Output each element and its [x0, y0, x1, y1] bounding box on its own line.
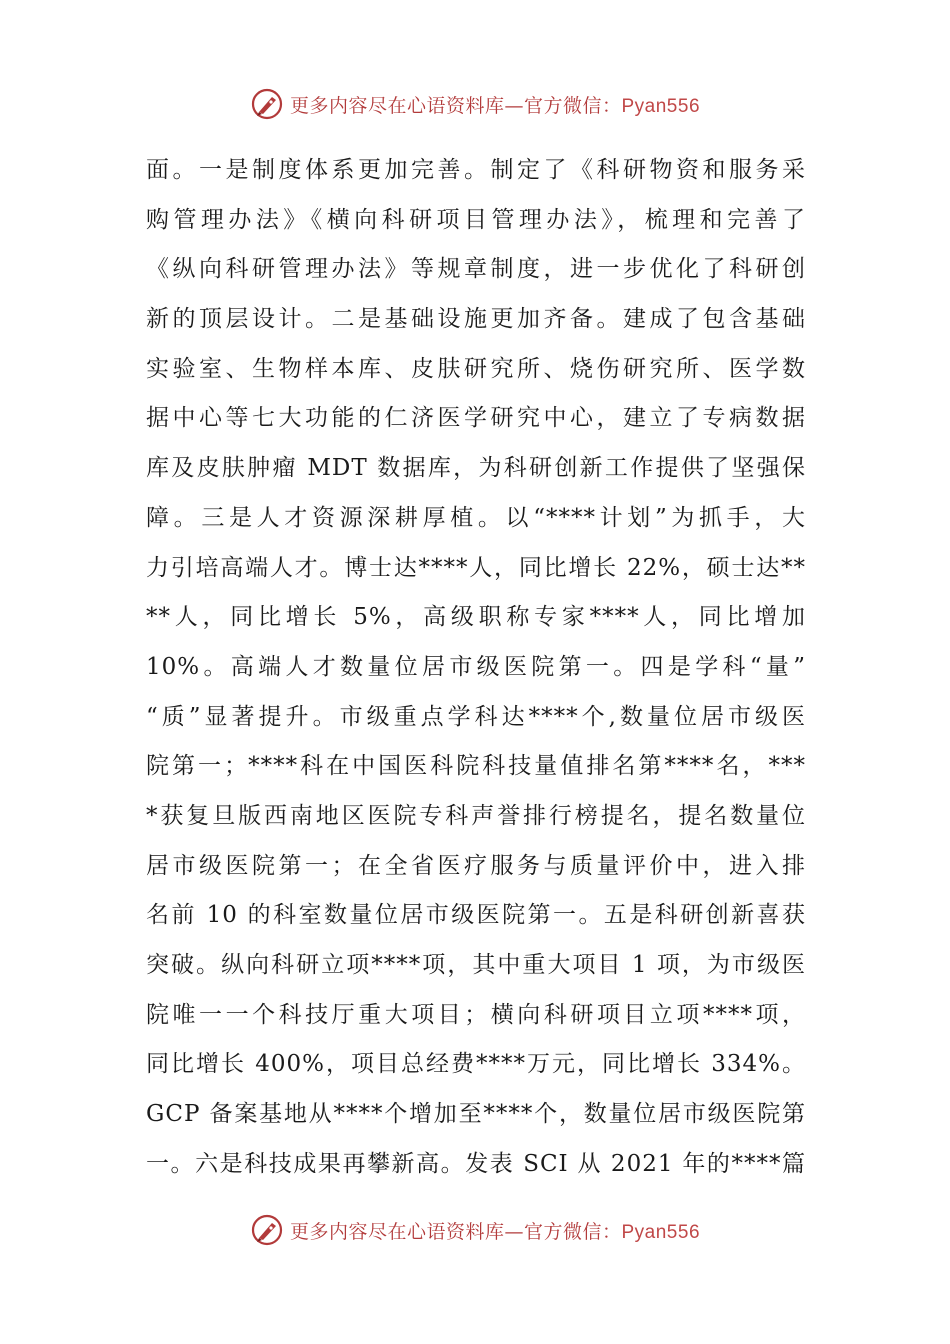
- pen-nib-logo-icon: [250, 1213, 284, 1247]
- body-text-line: 购管理办法》《横向科研项目管理办法》，梳理和完善了: [146, 206, 806, 233]
- body-text-line: 据中心等七大功能的仁济医学研究中心，建立了专病数据: [146, 405, 806, 432]
- footer-banner-text: 更多内容尽在心语资料库—官方微信：Pyan556: [289, 1220, 701, 1243]
- body-text-line: 新的顶层设计。二是基础设施更加齐备。建成了包含基础: [146, 306, 806, 333]
- footer-banner: [0, 1210, 950, 1250]
- header-banner-text: 更多内容尽在心语资料库—官方微信：Pyan556: [289, 94, 701, 117]
- header-banner: [0, 84, 950, 124]
- body-text-line: 实验室、生物样本库、皮肤研究所、烧伤研究所、医学数: [146, 355, 806, 382]
- body-text-line: 突破。纵向科研立项****项，其中重大项目 1 项，为市级医: [146, 952, 806, 978]
- body-text-line: 居市级医院第一；在全省医疗服务与质量评价中，进入排: [146, 852, 806, 879]
- body-text-line: 障。三是人才资源深耕厚植。以“****计划”为抓手，大: [146, 504, 806, 531]
- body-text-line: 同比增长 400%，项目总经费****万元，同比增长 334%。: [146, 1051, 806, 1078]
- body-text-line: 10%。高端人才数量位居市级医院第一。四是学科“量”: [146, 653, 806, 680]
- body-text-line: “质”显著提升。市级重点学科达****个,数量位居市级医: [146, 703, 806, 730]
- body-text-line: **人，同比增长 5%，高级职称专家****人，同比增加: [146, 604, 806, 631]
- body-text-line: *获复旦版西南地区医院专科声誉排行榜提名，提名数量位: [146, 802, 806, 829]
- body-text-line: GCP 备案基地从****个增加至****个，数量位居市级医院第: [146, 1101, 806, 1128]
- body-text-line: 《纵向科研管理办法》等规章制度，进一步优化了科研创: [146, 256, 806, 283]
- body-text-line: 力引培高端人才。博士达****人，同比增长 22%，硕士达**: [146, 554, 806, 581]
- body-text-line: 面。一是制度体系更加完善。制定了《科研物资和服务采: [146, 157, 806, 183]
- body-text-line: 库及皮肤肿瘤 MDT 数据库，为科研创新工作提供了坚强保: [146, 455, 806, 482]
- body-text-line: 名前 10 的科室数量位居市级医院第一。五是科研创新喜获: [146, 902, 806, 929]
- body-text-line: 一。六是科技成果再攀新高。发表 SCI 从 2021 年的****篇: [146, 1150, 806, 1177]
- body-text-line: 院第一；****科在中国医科院科技量值排名第****名，***: [146, 753, 806, 780]
- body-text-line: 院唯一一个科技厅重大项目；横向科研项目立项****项，: [146, 1001, 806, 1028]
- document-body: [146, 146, 806, 1189]
- pen-nib-logo-icon: [250, 87, 284, 121]
